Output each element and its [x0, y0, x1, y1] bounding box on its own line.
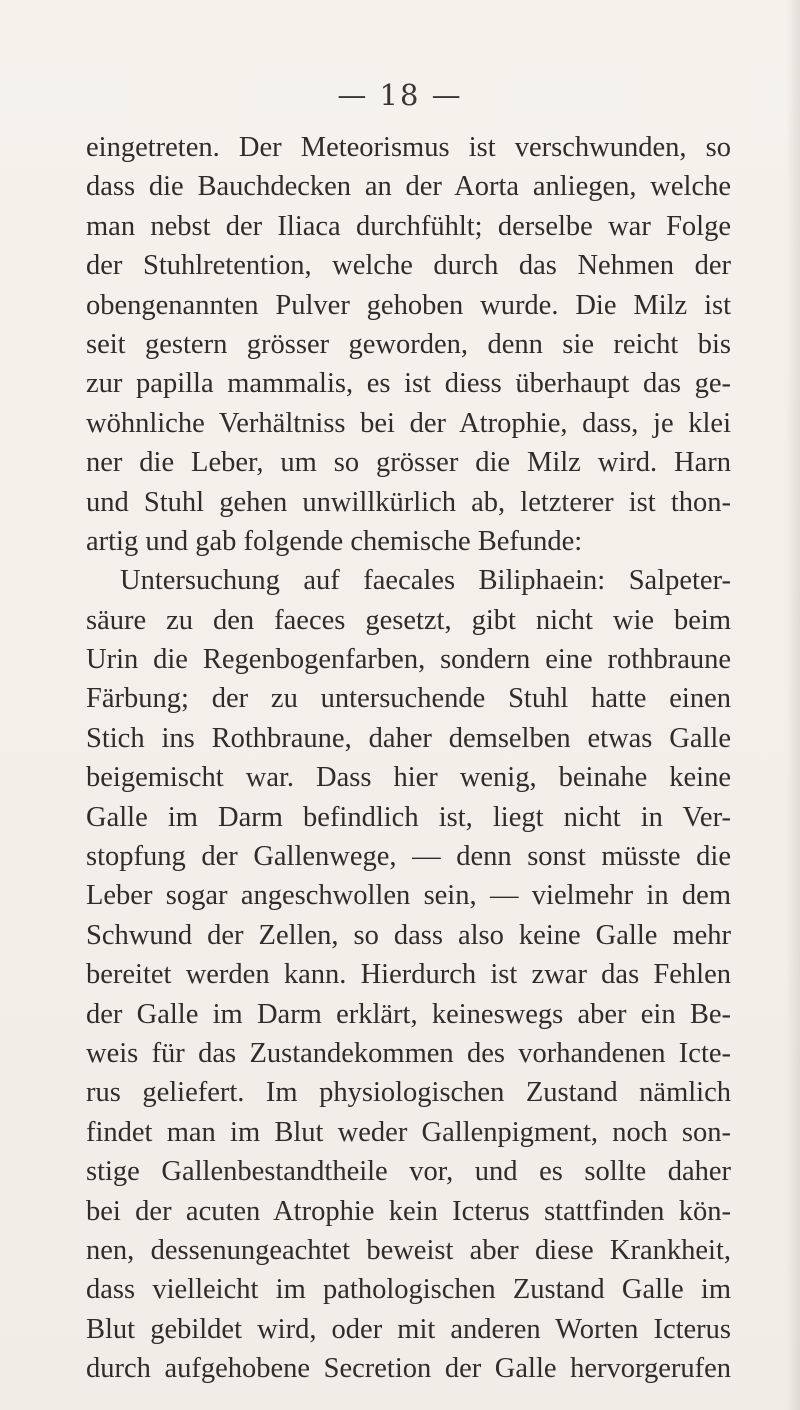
text-line: Leber sogar angeschwollen sein, — vielmehr in dem — [86, 880, 731, 912]
text-line: säure zu den faeces gesetzt, gibt nicht wie beim — [86, 604, 731, 636]
text-line: Urin die Regenbogenfarben, sondern eine rothbraune — [86, 644, 731, 676]
text-line: Stich ins Rothbraune, daher demselben etwas Galle — [86, 722, 731, 754]
text-line: Untersuchung auf faecales Biliphaein: Salpeter- — [120, 565, 731, 597]
text-line: ner die Leber, um so grösser die Milz wird. Harn — [86, 447, 731, 479]
text-line: findet man im Blut weder Gallenpigment, noch son- — [86, 1116, 731, 1148]
page-edge-shadow — [786, 0, 800, 1410]
text-line: bei der acuten Atrophie kein Icterus stattfinden kön- — [86, 1195, 731, 1227]
text-line: Schwund der Zellen, so dass also keine Galle mehr — [86, 919, 731, 951]
text-line: und Stuhl gehen unwillkürlich ab, letzterer ist thon- — [86, 486, 731, 518]
page-number: — 18 — — [337, 78, 463, 112]
text-line: durch aufgehobene Secretion der Galle hervorgerufen — [86, 1353, 731, 1385]
text-line: stopfung der Gallenwege, — denn sonst müsste die — [86, 841, 731, 873]
text-line: wöhnliche Verhältniss bei der Atrophie, dass, je klei — [86, 407, 731, 439]
text-line: Färbung; der zu untersuchende Stuhl hatte einen — [86, 683, 731, 715]
text-line: bereitet werden kann. Hierdurch ist zwar das Fehlen — [86, 959, 731, 991]
text-line: artig und gab folgende chemische Befunde: — [86, 525, 583, 557]
text-line: stige Gallenbestandtheile vor, und es sollte daher — [86, 1156, 731, 1188]
text-line: zur papilla mammalis, es ist diess überhaupt das ge- — [86, 368, 731, 400]
body-text — [86, 128, 731, 1389]
text-line: obengenannten Pulver gehoben wurde. Die Milz ist — [86, 289, 731, 321]
text-line: der Galle im Darm erklärt, keineswegs aber ein Be- — [86, 998, 731, 1030]
text-line: weis für das Zustandekommen des vorhandenen Icte- — [86, 1037, 731, 1069]
text-line: rus geliefert. Im physiologischen Zustand nämlich — [86, 1077, 731, 1109]
text-line: Galle im Darm befindlich ist, liegt nicht in Ver- — [86, 801, 731, 833]
text-line: eingetreten. Der Meteorismus ist verschwunden, so — [86, 132, 731, 163]
text-line: dass die Bauchdecken an der Aorta anliegen, welche — [86, 171, 731, 203]
text-line: dass vielleicht im pathologischen Zustand Galle im — [86, 1274, 731, 1306]
text-line: nen, dessenungeachtet beweist aber diese Krankheit, — [86, 1234, 731, 1266]
text-line: man nebst der Iliaca durchfühlt; derselbe war Folge — [86, 210, 731, 242]
text-line: Blut gebildet wird, oder mit anderen Worten Icterus — [86, 1313, 731, 1345]
text-line: seit gestern grösser geworden, denn sie reicht bis — [86, 328, 731, 360]
text-line: beigemischt war. Dass hier wenig, beinahe keine — [86, 762, 731, 794]
text-line: der Stuhlretention, welche durch das Nehmen der — [86, 250, 731, 282]
